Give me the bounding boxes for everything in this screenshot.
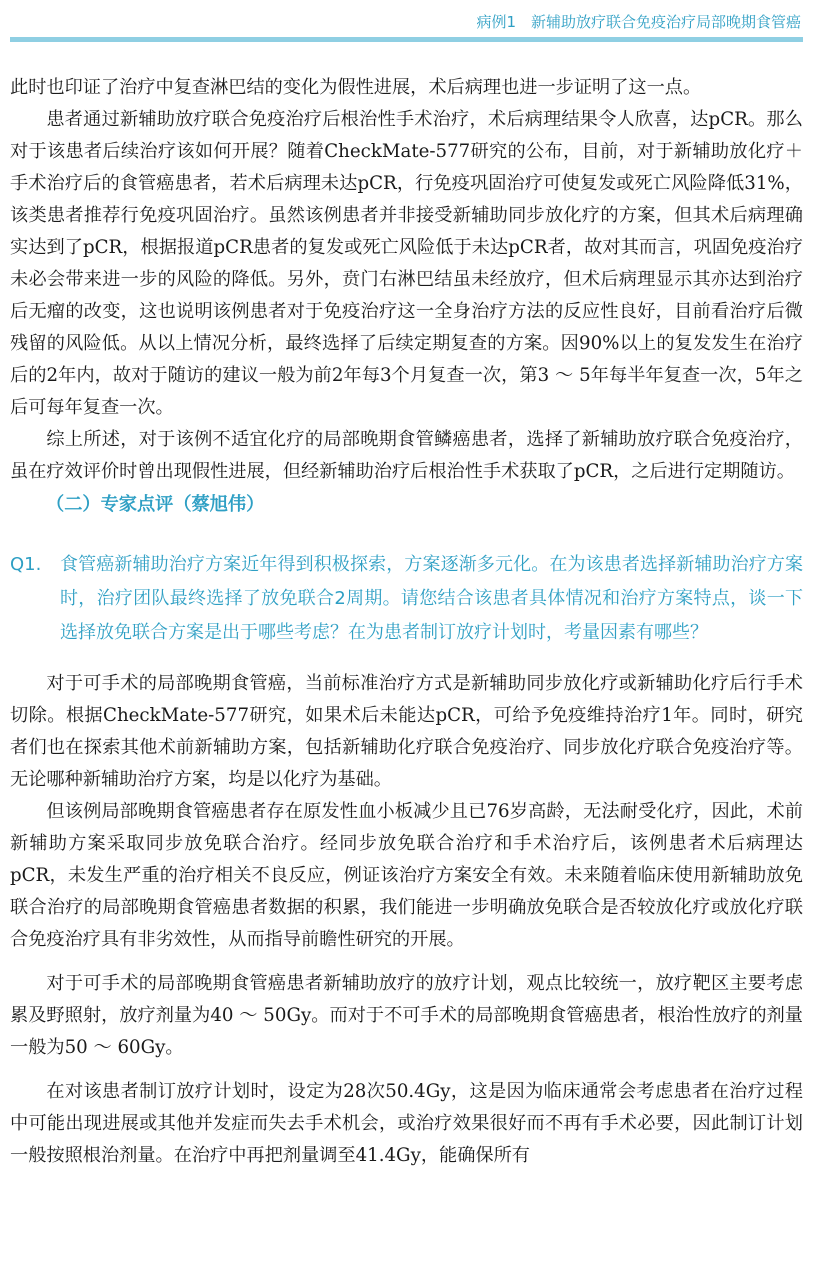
paragraph-followup-plan: 患者通过新辅助放疗联合免疫治疗后根治性手术治疗，术后病理结果令人欣喜，达pCR。那么对于该患者后续治疗该如何开展？随着CheckMate-577研究的公布，目前，对于新辅助放化疗＋手术治疗后的食管癌患者，若术后病理未达pCR，行免疫巩固治疗可使复发或死亡风险降低31%，该类患者推荐行免疫巩固治疗。虽然该例患者并非接受新辅助同步放化疗的方案，但其术后病理确实达到了pCR，根据报道pCR患者的复发或死亡风险低于未达pCR者，故对其而言，巩固免疫治疗未必会带来进一步的风险的降低。另外，贲门右淋巴结虽未经放疗，但术后病理显示其亦达到治疗后无瘤的改变，这也说明该例患者对于免疫治疗这一全身治疗方法的反应性良好，目前看治疗后微残留的风险低。从以上情况分析，最终选择了后续定期复查的方案。因90%以上的复发发生在治疗后的2年内，故对于随访的建议一般为前2年每3个月复查一次，第3 ～ 5年每半年复查一次，5年之后可每年复查一次。	[10, 109, 803, 418]
answer-paragraph-3: 对于可手术的局部晚期食管癌患者新辅助放疗的放疗计划，观点比较统一，放疗靶区主要考虑累及野照射，放疗剂量为40 ～ 50Gy。而对于不可手术的局部晚期食管癌患者，根治性放疗的剂量一般为50 ～ 60Gy。	[10, 973, 803, 1058]
running-header-title: 病例1 新辅助放疗联合免疫治疗局部晚期食管癌	[476, 13, 801, 31]
paragraph-summary: 综上所述，对于该例不适宜化疗的局部晚期食管鳞癌患者，选择了新辅助放疗联合免疫治疗，虽在疗效评价时曾出现假性进展，但经新辅助治疗后根治性手术获取了pCR，之后进行定期随访。	[10, 429, 803, 482]
section-heading-expert-comment: （二）专家点评（蔡旭伟）	[46, 494, 265, 515]
question-label: Q1.	[10, 554, 42, 575]
question-block	[10, 548, 803, 650]
answer-paragraph-1: 对于可手术的局部晚期食管癌，当前标准治疗方式是新辅助同步放化疗或新辅助化疗后行手术切除。根据CheckMate-577研究，如果术后未能达pCR，可给予免疫维持治疗1年。同时，研究者们也在探索其他术前新辅助方案，包括新辅助化疗联合免疫治疗、同步放化疗联合免疫治疗等。无论哪种新辅助治疗方案，均是以化疗为基础。	[10, 673, 803, 790]
header-rule	[10, 37, 803, 42]
answer-paragraph-4: 在对该患者制订放疗计划时，设定为28次50.4Gy，这是因为临床通常会考虑患者在治疗过程中可能出现进展或其他并发症而失去手术机会，或治疗效果很好而不再有手术必要，因此制订计划一般按照根治剂量。在治疗中再把剂量调至41.4Gy，能确保所有	[10, 1081, 803, 1166]
page-header	[0, 0, 813, 44]
answer-paragraph-2: 但该例局部晚期食管癌患者存在原发性血小板减少且已76岁高龄，无法耐受化疗，因此，术前新辅助方案采取同步放免联合治疗。经同步放免联合治疗和手术治疗后，该例患者术后病理达pCR，未发生严重的治疗相关不良反应，例证该治疗方案安全有效。未来随着临床使用新辅助放免联合治疗的局部晚期食管癌患者数据的积累，我们能进一步明确放免联合是否较放化疗或放化疗联合免疫治疗具有非劣效性，从而指导前瞻性研究的开展。	[10, 801, 803, 950]
page-body	[10, 72, 803, 1172]
question-text: 食管癌新辅助治疗方案近年得到积极探索，方案逐渐多元化。在为该患者选择新辅助治疗方案时，治疗团队最终选择了放免联合2周期。请您结合该患者具体情况和治疗方案特点，谈一下选择放免联合方案是出于哪些考虑？在为患者制订放疗计划时，考量因素有哪些？	[60, 554, 803, 643]
paragraph-continuation: 此时也印证了治疗中复查淋巴结的变化为假性进展，术后病理也进一步证明了这一点。	[10, 77, 702, 98]
